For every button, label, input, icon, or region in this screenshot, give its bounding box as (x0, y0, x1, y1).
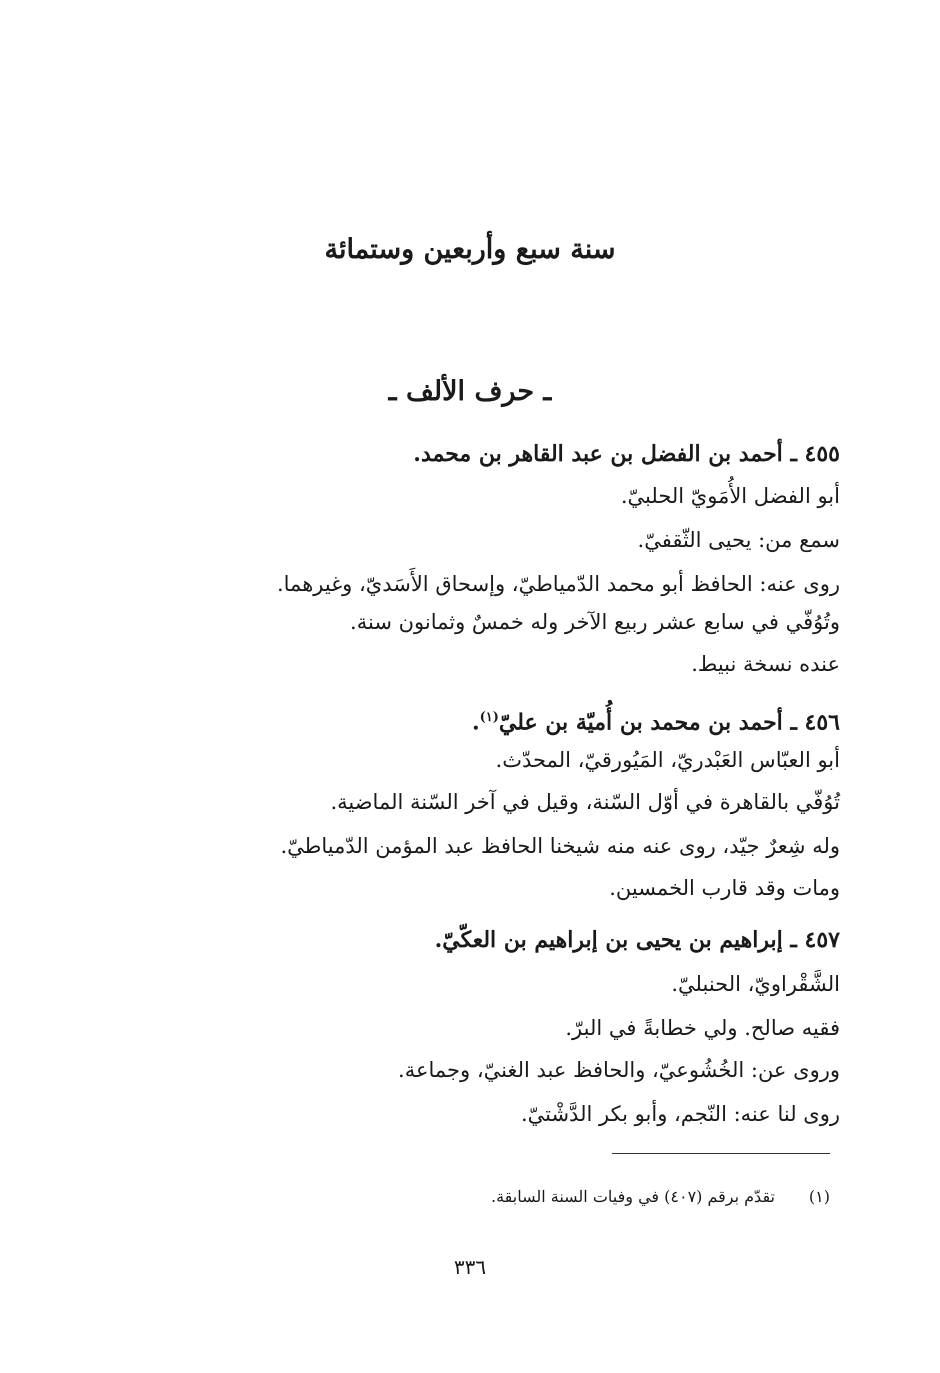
entry-457-line: روى لنا عنه: النّجم، وأبو بكر الدَّشْتيّ. (520, 1102, 840, 1126)
entry-456-line: وله شِعرٌ جيّد، روى عنه منه شيخنا الحافظ عبد المؤمن الدّمياطيّ. (280, 834, 840, 858)
entry-457-line: الشَّقْراويّ، الحنبليّ. (671, 972, 840, 996)
entry-457-line: فقيه صالح. ولي خطابةً في البرّ. (565, 1016, 840, 1040)
footnote-reference: (١) (479, 710, 499, 725)
entry-456-title-end: . (471, 709, 480, 736)
footnote-text: تقدّم برقم (٤٠٧) في وفيات السنة السابقة. (490, 1187, 775, 1206)
section-heading: ـ حرف الألف ـ (388, 376, 552, 407)
entry-455-line: روى عنه: الحافظ أبو محمد الدّمياطيّ، وإسحاق الأَسَديّ، وغيرهما. (276, 572, 840, 596)
footnote-number: (١) (808, 1187, 830, 1206)
footnote (60, 1182, 830, 1212)
entry-455-title: ٤٥٥ ـ أحمد بن الفضل بن عبد القاهر بن محمد. (413, 441, 840, 467)
entry-455-line: أبو الفضل الأُمَويّ الحلبيّ. (620, 484, 840, 508)
year-heading: سنة سبع وأربعين وستمائة (324, 234, 616, 265)
entry-456-line: تُوُفّي بالقاهرة في أوّل السّنة، وقيل في آخر السّنة الماضية. (330, 790, 840, 814)
entry-456-line: أبو العبّاس العَبْدريّ، المَيُورقيّ، المحدّث. (495, 748, 840, 772)
entry-455-line: سمع من: يحيى الثّقفيّ. (637, 528, 840, 552)
entry-457-line: وروى عن: الخُشُوعيّ، والحافظ عبد الغنيّ، وجماعة. (398, 1058, 840, 1082)
entry-457-title: ٤٥٧ ـ إبراهيم بن يحيى بن إبراهيم بن العكّيّ. (434, 927, 840, 953)
entry-456-title-text: ٤٥٦ ـ أحمد بن محمد بن أُميّة بن عليّ (498, 709, 840, 736)
entry-456-title (60, 700, 840, 740)
entry-455-line: عنده نسخة نبيط. (691, 652, 840, 676)
page-number: ٣٣٦ (453, 1255, 487, 1279)
entry-456-line: ومات وقد قارب الخمسين. (609, 876, 840, 900)
footnote-divider (612, 1153, 830, 1154)
entry-455-line: وتُوُفّي في سابع عشر ربيع الآخر وله خمسٌ وثمانون سنة. (350, 610, 840, 634)
